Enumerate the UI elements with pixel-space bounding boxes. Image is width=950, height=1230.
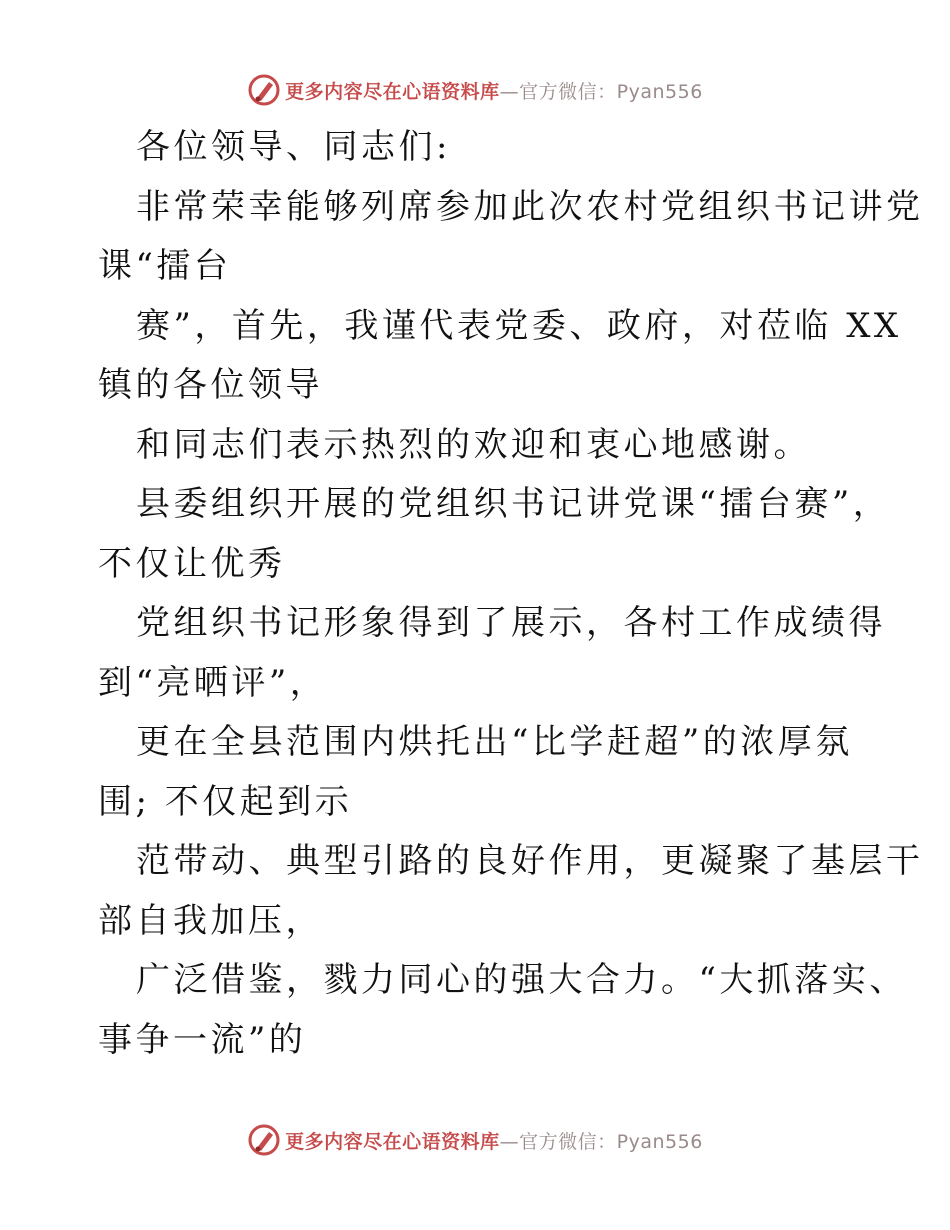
text-line: 镇的各位领导 [98, 365, 323, 405]
banner-text [285, 77, 703, 104]
text-line: 围; 不仅起到示 [98, 781, 353, 822]
banner-site-text: 更多内容尽在心语资料库 [285, 80, 500, 103]
banner-site-text: 更多内容尽在心语资料库 [285, 1130, 500, 1153]
text-line: 县委组织开展的党组织书记讲党课“擂台赛”， [136, 484, 891, 524]
banner-official-text: —官方微信：Pyan556 [499, 1130, 703, 1153]
text-line: 广泛借鉴，戮力同心的强大合力。“大抓落实、 [136, 960, 907, 1000]
text-line: 更在全县范围内烘托出“比学赶超”的浓厚氛 [136, 722, 853, 762]
banner-official-text: —官方微信：Pyan556 [499, 80, 703, 103]
text-line: 非常荣幸能够列席参加此次农村党组织书记讲党 [136, 186, 924, 227]
banner-text [285, 1127, 703, 1154]
text-line: 党组织书记形象得到了展示，各村工作成绩得 [136, 603, 886, 643]
text-line: 范带动、典型引路的良好作用，更凝聚了基层干 [136, 841, 924, 881]
quill-logo-icon [247, 1123, 281, 1157]
footer-banner [0, 1120, 950, 1160]
text-line: 赛”，首先，我谨代表党委、政府，对莅临 XX [136, 305, 902, 346]
document-body [98, 118, 924, 1070]
quill-logo-icon [247, 73, 281, 107]
header-banner [0, 70, 950, 110]
text-line: 部自我加压， [98, 900, 323, 941]
text-line: 各位领导、同志们: [136, 127, 451, 167]
text-line: 到“亮晒评”， [98, 662, 328, 703]
text-line: 课“擂台 [98, 246, 232, 286]
text-line: 事争一流”的 [98, 1019, 307, 1060]
text-line: 和同志们表示热烈的欢迎和衷心地感谢。 [136, 424, 811, 465]
text-line: 不仅让优秀 [98, 543, 286, 584]
